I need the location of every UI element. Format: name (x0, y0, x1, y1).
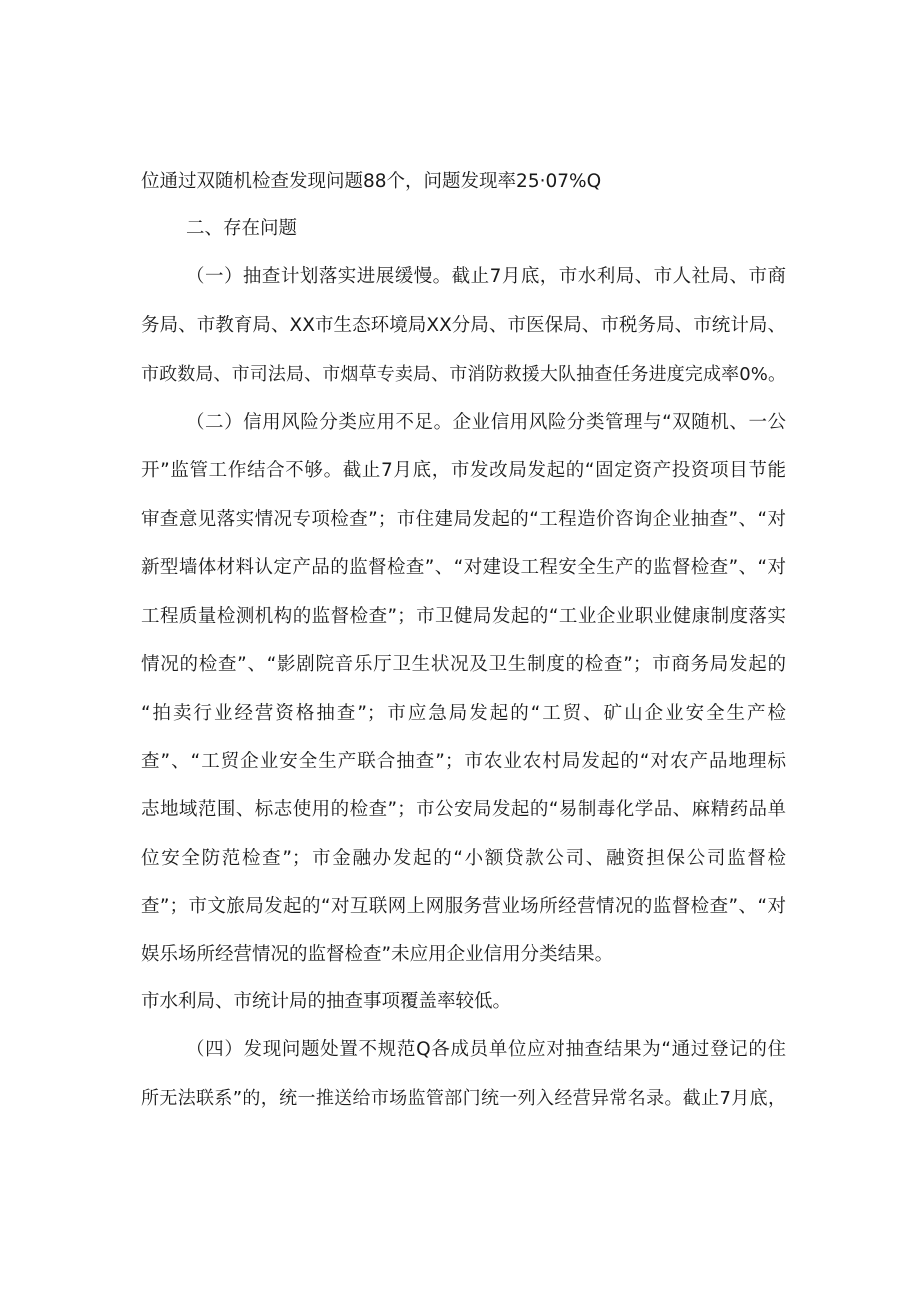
text-line-4: 务局、市教育局、XX市生态环境局XX分局、市医保局、市税务局、市统计局、 (141, 315, 786, 336)
text-line-10: 工程质量检测机构的监督检查”；市卫健局发起的“工业企业职业健康制度落实 (141, 606, 786, 627)
text-line-1: 位通过双随机检查发现问题88个，问题发现率25·07%Q (141, 171, 602, 192)
text-line-15: 位安全防范检查”；市金融办发起的“小额贷款公司、融资担保公司监督检 (141, 848, 786, 869)
text-line-19: （四）发现问题处置不规范Q各成员单位应对抽查结果为“通过登记的住 (186, 1039, 786, 1060)
text-line-11: 情况的检查”、“影剧院音乐厅卫生状况及卫生制度的检查”；市商务局发起的 (141, 654, 786, 675)
text-line-7: 开”监管工作结合不够。截止7月底，市发改局发起的“固定资产投资项目节能 (141, 460, 786, 481)
text-line-16: 查”；市文旅局发起的“对互联网上网服务营业场所经营情况的监督检查”、“对 (141, 896, 786, 917)
text-line-8: 审查意见落实情况专项检查”；市住建局发起的“工程造价咨询企业抽查”、“对 (141, 509, 786, 530)
text-line-20: 所无法联系”的，统一推送给市场监管部门统一列入经营异常名录。截止7月底， (141, 1088, 786, 1109)
text-line-9: 新型墙体材料认定产品的监督检查”、“对建设工程安全生产的监督检查”、“对 (141, 557, 786, 578)
text-line-3: （一）抽查计划落实进展缓慢。截止7月底，市水利局、市人社局、市商 (186, 266, 786, 287)
text-line-12: “拍卖行业经营资格抽查”；市应急局发起的“工贸、矿山企业安全生产检 (141, 703, 786, 724)
text-line-18: 市水利局、市统计局的抽查事项覆盖率较低。 (141, 991, 512, 1012)
text-line-5: 市政数局、市司法局、市烟草专卖局、市消防救援大队抽查任务进度完成率0%。 (141, 364, 786, 385)
text-line-14: 志地域范围、标志使用的检查”；市公安局发起的“易制毒化学品、麻精药品单 (141, 799, 786, 820)
text-line-13: 查”、“工贸企业安全生产联合抽查”；市农业农村局发起的“对农产品地理标 (141, 751, 786, 772)
text-line-17: 娱乐场所经营情况的监督检查”未应用企业信用分类结果。 (141, 944, 614, 965)
text-line-6: （二）信用风险分类应用不足。企业信用风险分类管理与“双随机、一公 (186, 412, 786, 433)
section-heading: 二、存在问题 (186, 218, 298, 239)
